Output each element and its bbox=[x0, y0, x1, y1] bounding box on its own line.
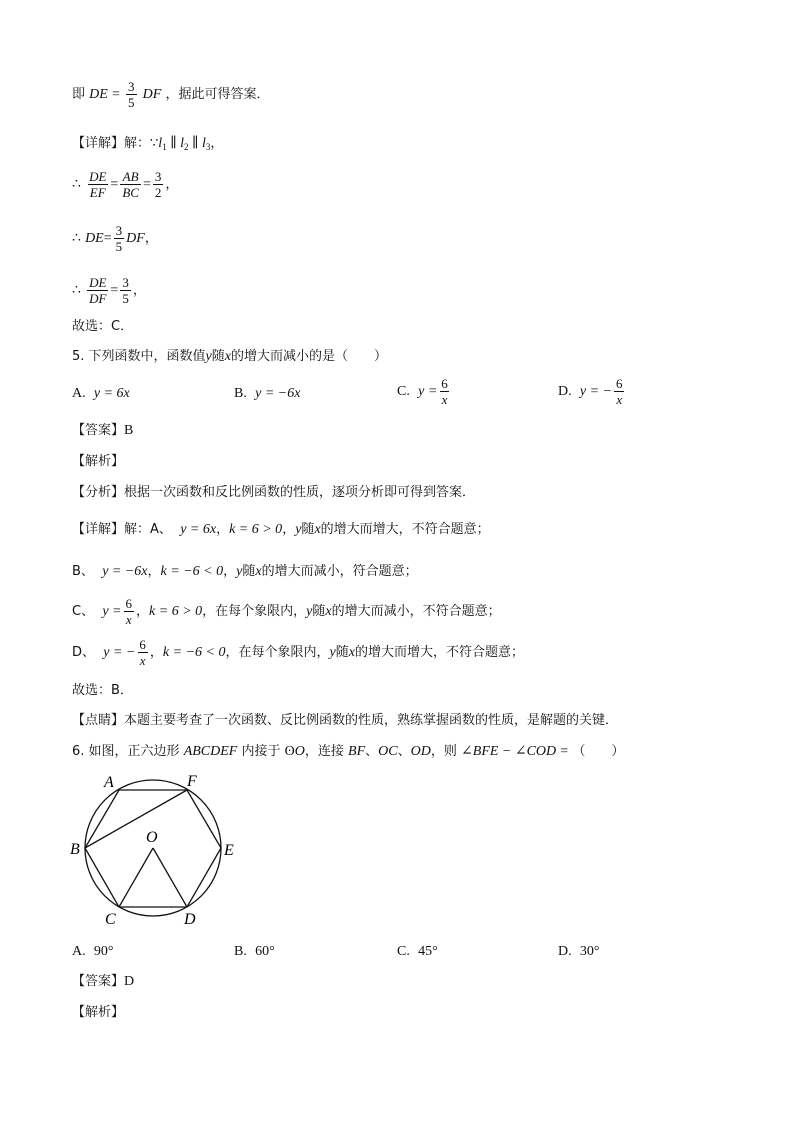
math: y = − bbox=[579, 384, 612, 399]
numerator: 3 bbox=[122, 275, 129, 290]
answer-value: D bbox=[124, 974, 135, 989]
analysis-5: 【解析】 bbox=[72, 454, 125, 469]
text: ，在每个象限内， bbox=[225, 645, 330, 660]
segment-oc bbox=[119, 848, 153, 907]
text: 随 bbox=[312, 604, 326, 619]
detail-5-d bbox=[72, 637, 524, 668]
math: x bbox=[325, 604, 332, 619]
therefore-symbol: ∴ bbox=[72, 231, 81, 246]
numerator: DE bbox=[89, 275, 107, 290]
line-detail-start bbox=[72, 137, 223, 152]
math: = bbox=[142, 177, 151, 192]
q6-option-d bbox=[558, 944, 600, 960]
option-label: D. bbox=[558, 384, 572, 399]
option-b bbox=[234, 386, 300, 402]
option-value: 60° bbox=[255, 944, 275, 959]
math: y bbox=[306, 604, 313, 619]
math: y = 6x bbox=[180, 522, 217, 537]
text: 的增大而增大，不符合题意； bbox=[320, 522, 490, 537]
math: y = −6x bbox=[102, 564, 148, 579]
text: 解：A、 bbox=[124, 522, 172, 537]
denominator: DF bbox=[89, 291, 107, 306]
section-tag: 【详解】 bbox=[72, 522, 125, 537]
remark-5 bbox=[72, 714, 618, 727]
numerator: 6 bbox=[125, 596, 133, 611]
text: ，则 bbox=[430, 744, 457, 759]
text: 随 bbox=[242, 564, 256, 579]
math: = bbox=[110, 283, 119, 298]
label-d: D bbox=[184, 911, 196, 928]
text: ， bbox=[136, 604, 150, 619]
q6-option-c bbox=[397, 944, 438, 960]
text: 5. 下列函数中，函数值 bbox=[72, 349, 206, 364]
question-5 bbox=[72, 350, 387, 364]
detail-5-b bbox=[72, 565, 418, 579]
math: = bbox=[111, 87, 120, 102]
numerator: 6 bbox=[441, 376, 448, 391]
math: y bbox=[205, 349, 212, 364]
numerator: 6 bbox=[616, 376, 623, 391]
fraction bbox=[120, 169, 141, 200]
option-label: B. bbox=[234, 944, 247, 959]
fraction bbox=[137, 637, 148, 668]
section-tag: 【点睛】 bbox=[72, 713, 125, 728]
label-e: E bbox=[224, 842, 234, 859]
math: y = 6x bbox=[93, 386, 130, 401]
parallel-symbol: ∥ bbox=[166, 136, 181, 151]
answer-value: B bbox=[124, 423, 134, 438]
subscript: 1 bbox=[162, 142, 167, 152]
parallel-symbol: ∥ bbox=[188, 136, 203, 151]
fraction bbox=[126, 79, 137, 110]
therefore-symbol: ∴ bbox=[72, 177, 81, 192]
math: k = −6 < 0 bbox=[160, 564, 224, 579]
denominator: 5 bbox=[128, 95, 135, 110]
option-value: 45° bbox=[418, 944, 438, 959]
math: y = bbox=[102, 604, 122, 619]
label-b: B bbox=[70, 841, 80, 858]
line-conclusion bbox=[72, 79, 269, 110]
circle-symbol: ʘ bbox=[284, 744, 295, 759]
text: 的增大而增大，不符合题意； bbox=[354, 645, 524, 660]
math: DE bbox=[89, 87, 108, 102]
option-label: B. bbox=[234, 386, 247, 401]
numerator: 3 bbox=[154, 169, 162, 184]
numerator: 3 bbox=[115, 223, 123, 238]
math: ABCDEF bbox=[183, 744, 238, 759]
numerator: DE bbox=[89, 169, 107, 184]
text: 的增大而减小的是（ ） bbox=[231, 349, 388, 364]
section-tag: 【答案】 bbox=[72, 974, 125, 989]
text: 解：∵ bbox=[124, 136, 159, 151]
text: 随 bbox=[301, 522, 315, 537]
denominator: x bbox=[441, 392, 448, 407]
fraction bbox=[124, 596, 135, 627]
label-c: C bbox=[105, 911, 116, 928]
denominator: EF bbox=[89, 185, 106, 200]
math: = bbox=[103, 231, 112, 246]
segment-od bbox=[153, 848, 187, 907]
math: l bbox=[158, 136, 163, 151]
text: ， bbox=[216, 522, 230, 537]
text: ， bbox=[165, 177, 179, 192]
option-c bbox=[397, 376, 452, 407]
text: 随 bbox=[335, 645, 349, 660]
text: 的增大而减小，不符合题意； bbox=[331, 604, 501, 619]
math: ∠BFE − ∠COD bbox=[461, 744, 557, 759]
math: l bbox=[202, 136, 206, 151]
math: k = 6 > 0 bbox=[229, 522, 283, 537]
hexagon-figure bbox=[66, 770, 246, 930]
math: l bbox=[180, 136, 185, 151]
answer-6 bbox=[72, 975, 134, 989]
text: D、 bbox=[72, 645, 96, 660]
detail-5-c bbox=[72, 596, 501, 627]
math: x bbox=[255, 564, 262, 579]
fraction bbox=[87, 169, 108, 200]
fraction bbox=[153, 169, 164, 200]
line-de-df bbox=[72, 223, 158, 254]
text: ， bbox=[223, 564, 237, 579]
detail-5-a bbox=[72, 523, 490, 537]
denominator: x bbox=[139, 653, 146, 668]
section-tag: 【答案】 bbox=[72, 423, 125, 438]
fraction bbox=[439, 376, 450, 407]
text: 即 bbox=[72, 87, 86, 102]
numerator: 3 bbox=[128, 79, 135, 94]
math: y = − bbox=[103, 645, 136, 660]
fraction bbox=[120, 275, 131, 306]
math: OC bbox=[378, 744, 398, 759]
math: k = 6 > 0 bbox=[149, 604, 203, 619]
math: y = bbox=[418, 384, 438, 399]
numerator: AB bbox=[122, 169, 139, 184]
text: ， bbox=[144, 231, 158, 246]
denominator: 5 bbox=[115, 239, 123, 254]
denominator: x bbox=[125, 612, 132, 627]
math: DF bbox=[126, 231, 145, 246]
section-tag: 【详解】 bbox=[72, 136, 125, 151]
text: 本题主要考查了一次函数、反比例函数的性质，熟练掌握函数的性质，是解题的关键． bbox=[124, 713, 619, 728]
text: ， bbox=[147, 564, 161, 579]
text: ， bbox=[282, 522, 296, 537]
fraction bbox=[114, 223, 125, 254]
text: ，连接 bbox=[304, 744, 344, 759]
section-tag: 【分析】 bbox=[72, 485, 125, 500]
text: ， bbox=[132, 283, 146, 298]
text: B、 bbox=[72, 564, 94, 579]
text: ， bbox=[149, 645, 163, 660]
text: 根据一次函数和反比例函数的性质，逐项分析即可得到答案． bbox=[124, 485, 476, 500]
math: BF bbox=[348, 744, 366, 759]
fraction bbox=[87, 275, 108, 306]
analysis-6: 【解析】 bbox=[72, 1005, 125, 1020]
q6-option-a bbox=[72, 944, 114, 960]
text: 、 bbox=[365, 744, 379, 759]
line-ratio bbox=[72, 169, 178, 200]
denominator: 5 bbox=[122, 291, 129, 306]
question-6 bbox=[72, 745, 624, 759]
subscript: 3 bbox=[205, 142, 211, 152]
math: y = −6x bbox=[255, 386, 301, 401]
math: DF bbox=[142, 87, 162, 102]
option-a bbox=[72, 386, 130, 402]
label-f: F bbox=[187, 773, 197, 790]
math: y bbox=[295, 522, 302, 537]
subscript: 2 bbox=[184, 142, 189, 152]
denominator: x bbox=[616, 392, 623, 407]
option-value: 90° bbox=[93, 944, 114, 959]
label-a: A bbox=[104, 774, 114, 791]
option-label: A. bbox=[72, 386, 86, 401]
option-label: D. bbox=[558, 944, 572, 959]
math: = bbox=[560, 744, 569, 759]
option-label: C. bbox=[397, 944, 410, 959]
label-o: O bbox=[146, 829, 158, 846]
fenxi-5 bbox=[72, 486, 475, 499]
option-value: 30° bbox=[579, 944, 600, 959]
text: ，据此可得答案． bbox=[165, 87, 270, 102]
numerator: 6 bbox=[139, 637, 146, 652]
segment-bf bbox=[85, 790, 187, 848]
math: OD bbox=[410, 744, 431, 759]
option-label: C. bbox=[397, 384, 410, 399]
text: 的增大而减小，符合题意； bbox=[261, 564, 418, 579]
math: x bbox=[224, 349, 231, 364]
therefore-symbol: ∴ bbox=[72, 283, 81, 298]
math: x bbox=[348, 645, 355, 660]
option-label: A. bbox=[72, 944, 86, 959]
denominator: 2 bbox=[154, 185, 162, 200]
fraction bbox=[614, 376, 625, 407]
text: 随 bbox=[211, 349, 225, 364]
math: y bbox=[236, 564, 243, 579]
select-c: 故选：C． bbox=[72, 319, 134, 334]
text: 、 bbox=[397, 744, 411, 759]
text: C、 bbox=[72, 604, 95, 619]
line-de-over-df bbox=[72, 275, 146, 306]
option-d bbox=[558, 376, 627, 407]
q6-option-b bbox=[234, 944, 275, 960]
text: （ ） bbox=[572, 744, 625, 759]
select-b: 故选：B． bbox=[72, 683, 133, 698]
math: = bbox=[110, 177, 119, 192]
math: y bbox=[329, 645, 336, 660]
text: ，在每个象限内， bbox=[202, 604, 307, 619]
answer-5 bbox=[72, 424, 133, 438]
text: 6. 如图，正六边形 bbox=[72, 744, 180, 759]
math: O bbox=[294, 744, 305, 759]
text: 内接于 bbox=[241, 744, 281, 759]
text: ， bbox=[210, 136, 224, 151]
math: DE bbox=[85, 231, 104, 246]
denominator: BC bbox=[122, 185, 139, 200]
math: x bbox=[314, 522, 321, 537]
math: k = −6 < 0 bbox=[162, 645, 226, 660]
